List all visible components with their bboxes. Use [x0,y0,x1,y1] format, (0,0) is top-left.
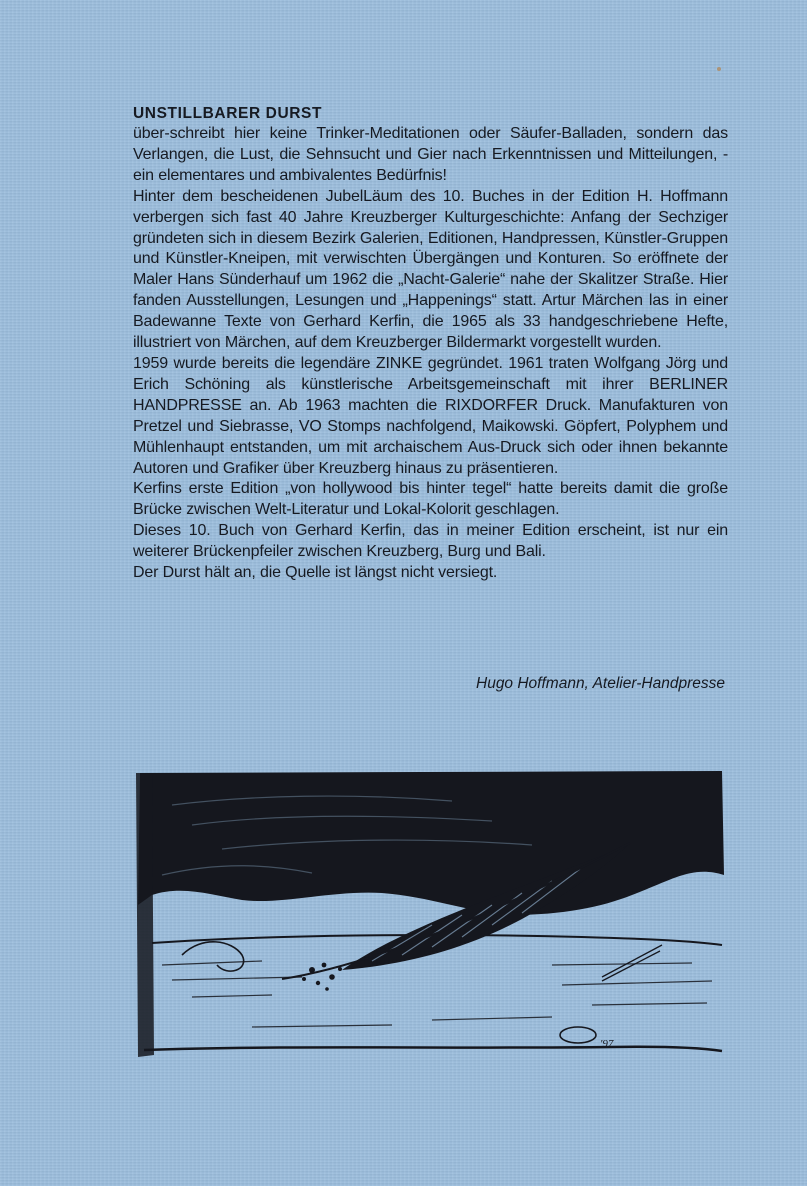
artist-monogram [560,1027,596,1043]
blurb-paragraph-6: Der Durst hält an, die Quelle ist längst nicht versiegt. [133,564,498,582]
table-hatching [162,961,712,1027]
signature-line: Hugo Hoffmann, Atelier-Handpresse [476,675,725,692]
blurb-paragraph-4: Kerfins erste Edition „von hollywood bis hinter tegel“ hatte bereits damit die große Brücke zwischen Welt-Literatur und Lokal-Kolorit geschlagen. [133,480,728,519]
ink-wash-left-edge [136,773,154,1057]
blurb-text-block [133,103,728,584]
ink-wash-top [138,771,724,915]
quill-feather-illustration [132,765,726,1065]
blurb-paragraph-5: Dieses 10. Buch von Gerhard Kerfin, das in meiner Edition erscheint, ist nur ein weiterer Brückenpfeiler zwischen Kreuzberg, Burg und Bali. [133,522,728,561]
blurb-paragraph-3: 1959 wurde bereits die legendäre ZINKE gegründet. 1961 traten Wolfgang Jörg und Erich Schöning als künstlerische Arbeitsgemeinschaft mit ihrer BERLINER HANDPRESSE an. Ab 1963 machten die RIXDORFER Druck. Manufakturen von Pretzel und Siebrasse, VO Stomps nachfolgend, Maikowski. Göpfert, Polyphem und Mühlenhaupt entstanden, um mit archaischem Aus-Druck sich oder ihnen bekannte Autoren und Grafiker über Kreuzberg hinaus zu präsentieren. [133,354,728,477]
ink-curl [182,942,244,971]
blurb-paragraph-1: über-schreibt hier keine Trinker-Meditationen oder Säufer-Balladen, sondern das Verlangen, die Lust, die Sehnsucht und Gier nach Erkenntnissen und Mitteilungen, - ein elementares und ambivalentes Bedürfnis! [133,125,728,184]
blurb-heading: UNSTILLBARER DURST [133,105,323,122]
paper-speck [717,67,721,71]
table-lower-edge [144,1047,722,1051]
blurb-paragraph-2: Hinter dem bescheidenen JubelLäum des 10. Buches in der Edition H. Hoffmann verbergen sich fast 40 Jahre Kreuzberger Kulturgeschichte: Anfang der Sechziger gründeten sich in diesem Bezirk Galerien, Editionen, Handpressen, Künstler-Gruppen und Künstler-Kneipen, mit verwischten Übergängen und Konturen. So eröffnete der Maler Hans Sünderhauf um 1962 die „Nacht-Galerie“ nahe der Skalitzer Straße. Hier fanden Ausstellungen, Lesungen und „Happenings“ statt. Artur Märchen las in einer Badewanne Texte von Gerhard Kerfin, die 1965 als 33 handgeschriebene Hefte, illustriert von Märchen, auf dem Kreuzberger Bildermarkt vorgestellt wurden. [133,187,728,352]
artist-mark: '97 [600,1038,614,1050]
